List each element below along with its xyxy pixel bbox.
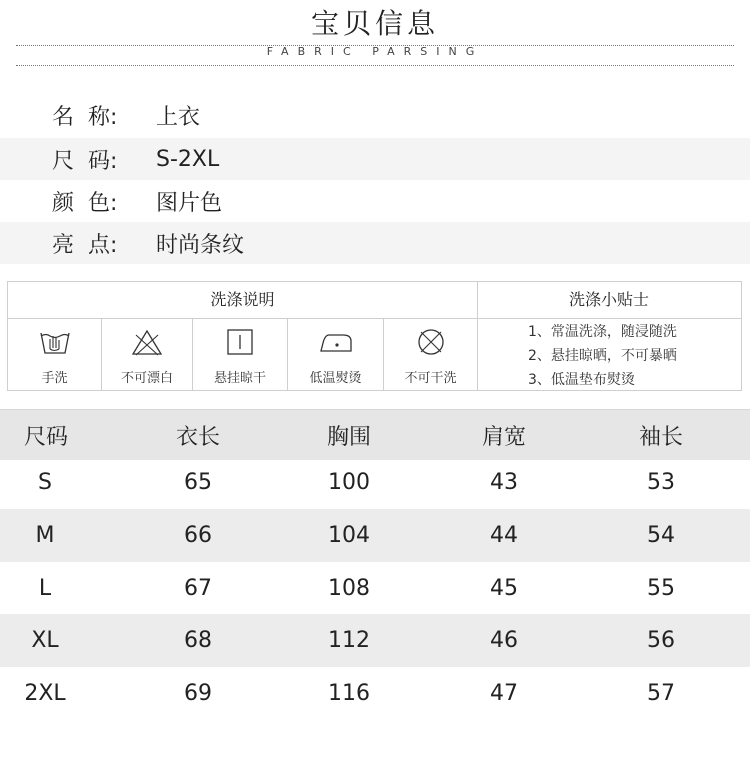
chest-cell: 104 [328, 523, 370, 548]
sleeve-cell: 56 [647, 628, 675, 653]
info-value: 时尚条纹 [156, 232, 245, 258]
column-header-chest: 胸围 [326, 424, 371, 450]
info-label: 尺 码: [52, 148, 118, 174]
shoulder-cell: 47 [490, 681, 518, 706]
care-tip: 3、低温垫布熨烫 [528, 372, 635, 388]
table-row [0, 667, 750, 720]
column-header-size: 尺码 [24, 424, 69, 450]
column-header-shoulder: 肩宽 [481, 424, 526, 450]
care-label: 悬挂晾干 [213, 371, 266, 386]
sleeve-cell: 54 [647, 523, 675, 548]
length-cell: 68 [184, 628, 212, 653]
divider-bottom [16, 65, 734, 66]
care-cell-hang-dry [193, 319, 287, 390]
care-instructions-table [7, 281, 742, 391]
care-cell-no-bleach [102, 319, 192, 390]
info-row-highlight [0, 222, 750, 264]
care-cell-no-dry-clean [384, 319, 477, 390]
page-title: 宝贝信息 [310, 7, 439, 40]
chest-cell: 108 [328, 576, 370, 601]
info-value: 上衣 [156, 104, 201, 130]
care-label: 不可漂白 [120, 371, 173, 386]
hand-wash-icon [38, 327, 72, 357]
info-row-size [0, 138, 750, 180]
no-bleach-icon [130, 327, 164, 357]
no-dry-clean-icon [414, 327, 448, 357]
care-cell-low-iron [288, 319, 383, 390]
column-header-sleeve: 袖长 [638, 424, 683, 450]
page-subtitle: FABRIC PARSING [266, 45, 484, 58]
length-cell: 69 [184, 681, 212, 706]
size-cell: L [38, 576, 52, 601]
sleeve-cell: 57 [647, 681, 675, 706]
shoulder-cell: 45 [490, 576, 518, 601]
shoulder-cell: 44 [490, 523, 518, 548]
size-cell: S [38, 470, 52, 495]
low-iron-icon [317, 327, 355, 357]
care-tips-title: 洗涤小贴士 [568, 290, 649, 309]
info-label: 名 称: [52, 104, 118, 130]
care-tip: 1、常温洗涤，随浸随洗 [528, 324, 677, 340]
length-cell: 66 [184, 523, 212, 548]
care-label: 不可干洗 [404, 371, 457, 386]
care-instructions-title: 洗涤说明 [210, 290, 275, 309]
info-row-color [0, 180, 750, 222]
info-value: S-2XL [156, 146, 220, 172]
info-label: 颜 色: [52, 190, 118, 216]
table-row [0, 509, 750, 562]
chest-cell: 116 [328, 681, 370, 706]
chest-cell: 100 [328, 470, 370, 495]
chest-cell: 112 [328, 628, 370, 653]
care-divider [477, 282, 478, 390]
info-row-name [0, 94, 750, 136]
care-label: 手洗 [41, 371, 68, 386]
care-cell-hand-wash [8, 319, 101, 390]
column-header-length: 衣长 [175, 424, 220, 450]
care-tips-list [528, 320, 677, 392]
sleeve-cell: 53 [647, 470, 675, 495]
size-cell: 2XL [24, 681, 66, 706]
table-row [0, 614, 750, 667]
length-cell: 67 [184, 576, 212, 601]
size-table-header [0, 409, 750, 460]
info-value: 图片色 [156, 190, 223, 216]
shoulder-cell: 43 [490, 470, 518, 495]
info-label: 亮 点: [52, 232, 118, 258]
size-cell: XL [31, 628, 59, 653]
hang-dry-icon [223, 327, 257, 357]
table-row [0, 456, 750, 509]
length-cell: 65 [184, 470, 212, 495]
shoulder-cell: 46 [490, 628, 518, 653]
care-tip: 2、悬挂晾晒，不可暴晒 [528, 348, 677, 364]
size-cell: M [35, 523, 55, 548]
care-label: 低温熨烫 [309, 371, 362, 386]
sleeve-cell: 55 [647, 576, 675, 601]
table-row [0, 562, 750, 615]
